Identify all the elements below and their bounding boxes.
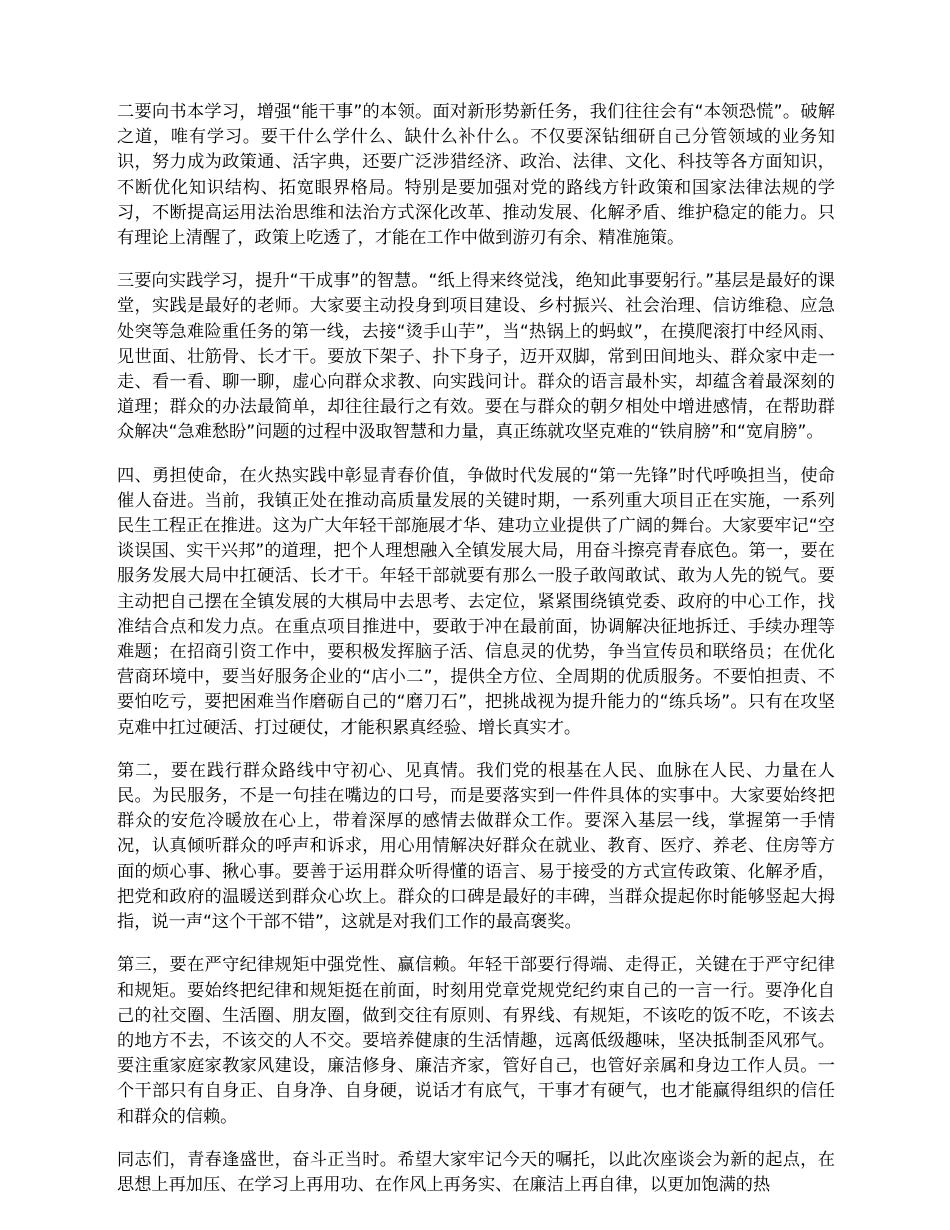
- paragraph-5: 第三，要在严守纪律规矩中强党性、赢信赖。年轻干部要行得端、走得正，关键在于严守纪律和规矩。要始终把纪律和规矩挺在前面，时刻用党章党规党纪约束自己的一言一行。要净化自己的社交圈、生活圈、朋友圈，做到交往有原则、有界线、有规矩，不该吃的饭不吃，不该去的地方不去，不该交的人不交。要培养健康的生活情趣，远离低级趣味，坚决抵制歪风邪气。要注重家庭家教家风建设，廉洁修身、廉洁齐家，管好自己，也管好亲属和身边工作人员。一个干部只有自身正、自身净、自身硬，说话才有底气，干事才有硬气，也才能赢得组织的信任和群众的信赖。: [117, 955, 835, 1127]
- paragraph-6: 同志们，青春逢盛世，奋斗正当时。希望大家牢记今天的嘱托，以此次座谈会为新的起点，在思想上再加压、在学习上再用功、在作风上再务实、在廉洁上再自律，以更加饱满的热: [117, 1149, 835, 1195]
- document-text-body: [117, 100, 835, 1198]
- paragraph-1: 二要向书本学习，增强“能干事”的本领。面对新形势新任务，我们往往会有“本领恐慌”。破解之道，唯有学习。要干什么学什么、缺什么补什么。不仅要深钻细研自己分管领域的业务知识，努力成为政策通、活字典，还要广泛涉猎经济、政治、法律、文化、科技等各方面知识，不断优化知识结构、拓宽眼界格局。特别是要加强对党的路线方针政策和国家法律法规的学习，不断提高运用法治思维和法治方式深化改革、推动发展、化解矛盾、维护稳定的能力。只有理论上清醒了，政策上吃透了，才能在工作中做到游刃有余、精准施策。: [117, 102, 835, 249]
- paragraph-3: 四、勇担使命，在火热实践中彰显青春价值，争做时代发展的“第一先锋”时代呼唤担当，使命催人奋进。当前，我镇正处在推动高质量发展的关键时期，一系列重大项目正在实施，一系列民生工程正在推进。这为广大年轻干部施展才华、建功立业提供了广阔的舞台。大家要牢记“空谈误国、实干兴邦”的道理，把个人理想融入全镇发展大局，用奋斗擦亮青春底色。第一，要在服务发展大局中扛硬活、长才干。年轻干部就要有那么一股子敢闯敢试、敢为人先的锐气。要主动把自己摆在全镇发展的大棋局中去思考、去定位，紧紧围绕镇党委、政府的中心工作，找准结合点和发力点。在重点项目推进中，要敢于冲在最前面，协调解决征地拆迁、手续办理等难题；在招商引资工作中，要积极发挥脑子活、信息灵的优势，争当宣传员和联络员；在优化营商环境中，要当好服务企业的“店小二”，提供全方位、全周期的优质服务。不要怕担责、不要怕吃亏，要把困难当作磨砺自己的“磨刀石”，把挑战视为提升能力的“练兵场”。只有在攻坚克难中扛过硬活、打过硬仗，才能积累真经验、增长真实才。: [117, 465, 835, 738]
- paragraph-4: 第二，要在践行群众路线中守初心、见真情。我们党的根基在人民、血脉在人民、力量在人民。为民服务，不是一句挂在嘴边的口号，而是要落实到一件件具体的实事中。大家要始终把群众的安危冷暖放在心上，带着深厚的感情去做群众工作。要深入基层一线，掌握第一手情况，认真倾听群众的呼声和诉求，用心用情解决好群众在就业、教育、医疗、养老、住房等方面的烦心事、揪心事。要善于运用群众听得懂的语言、易于接受的方式宣传政策、化解矛盾，把党和政府的温暖送到群众心坎上。群众的口碑是最好的丰碑，当群众提起你时能够竖起大拇指，说一声“这个干部不错”，这就是对我们工作的最高褒奖。: [117, 760, 835, 933]
- paragraph-2: 三要向实践学习，提升“干成事”的智慧。“纸上得来终觉浅，绝知此事要躬行。”基层是最好的课堂，实践是最好的老师。大家要主动投身到项目建设、乡村振兴、社会治理、信访维稳、应急处突等急难险重任务的第一线，去接“烫手山芋”，当“热锅上的蚂蚁”，在摸爬滚打中经风雨、见世面、壮筋骨、长才干。要放下架子、扑下身子，迈开双脚，常到田间地头、群众家中走一走、看一看、聊一聊，虚心向群众求教、向实践问计。群众的语言最朴实，却蕴含着最深刻的道理；群众的办法最简单，却往往最行之有效。要在与群众的朝夕相处中增进感情，在帮助群众解决“急难愁盼”问题的过程中汲取智慧和力量，真正练就攻坚克难的“铁肩膀”和“宽肩膀”。: [117, 271, 835, 443]
